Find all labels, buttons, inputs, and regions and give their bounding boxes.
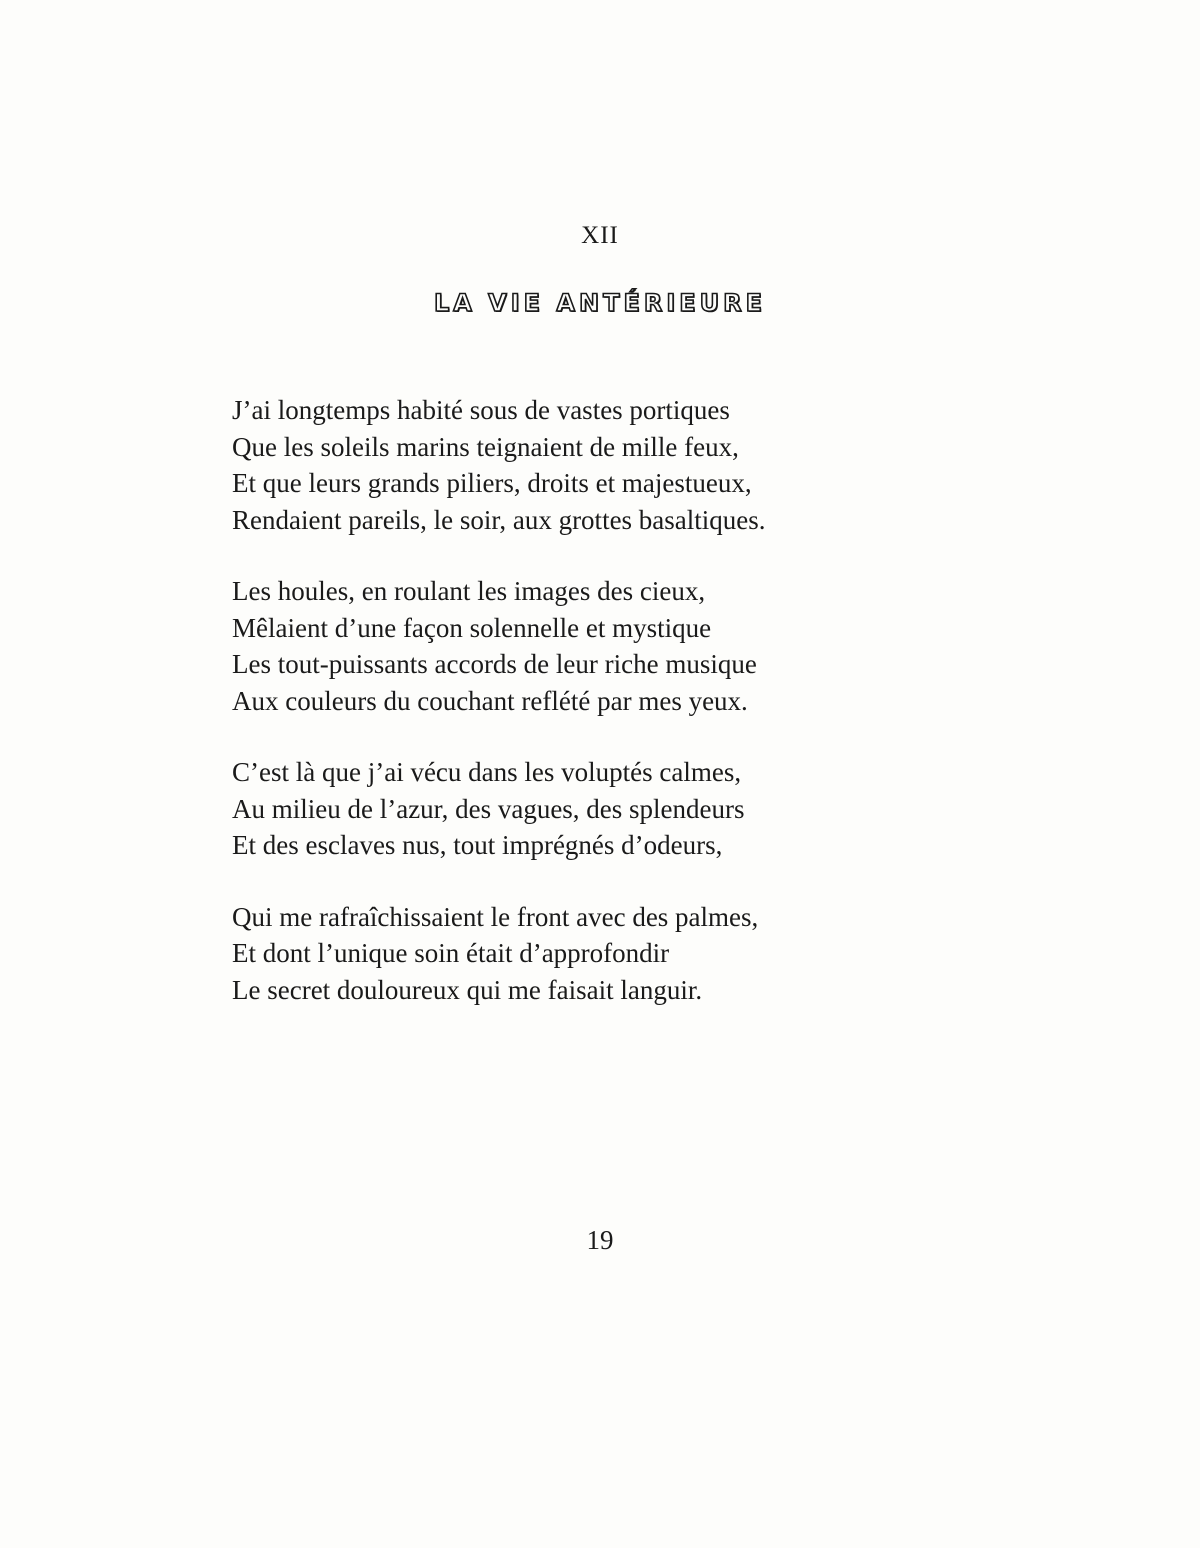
stanza-4 [232, 899, 932, 1009]
stanza-1 [232, 392, 932, 538]
verse-line: Et que leurs grands piliers, droits et majestueux, [232, 468, 752, 498]
verse-line: Au milieu de l’azur, des vagues, des splendeurs [232, 793, 745, 824]
page-number: 19 [586, 1225, 614, 1255]
verse-line: Et des esclaves nus, tout imprégnés d’odeurs, [232, 830, 723, 860]
stanza-3 [232, 754, 932, 864]
poem-numeral: XII [581, 222, 619, 249]
verse-line: Le secret douloureux qui me faisait languir. [232, 974, 703, 1005]
poem-title: LA VIE ANTÉRIEURE [433, 289, 767, 317]
verse-line: Qui me rafraîchissaient le front avec des palmes, [232, 901, 759, 932]
verse-line: Que les soleils marins teignaient de mille feux, [232, 431, 739, 462]
verse-line: Mêlaient d’une façon solennelle et mystique [232, 612, 712, 643]
stanza-2 [232, 573, 932, 719]
verse-line: Rendaient pareils, le soir, aux grottes basaltiques. [232, 504, 766, 535]
verse-line: C’est là que j’ai vécu dans les voluptés calmes, [232, 757, 742, 787]
poem-body [232, 392, 932, 1043]
verse-line: J’ai longtemps habité sous de vastes portiques [232, 395, 730, 425]
verse-line: Les tout-puissants accords de leur riche musique [232, 649, 757, 679]
verse-line: Aux couleurs du couchant reflété par mes yeux. [232, 685, 748, 716]
verse-line: Et dont l’unique soin était d’approfondir [232, 938, 670, 968]
verse-line: Les houles, en roulant les images des cieux, [232, 576, 706, 606]
